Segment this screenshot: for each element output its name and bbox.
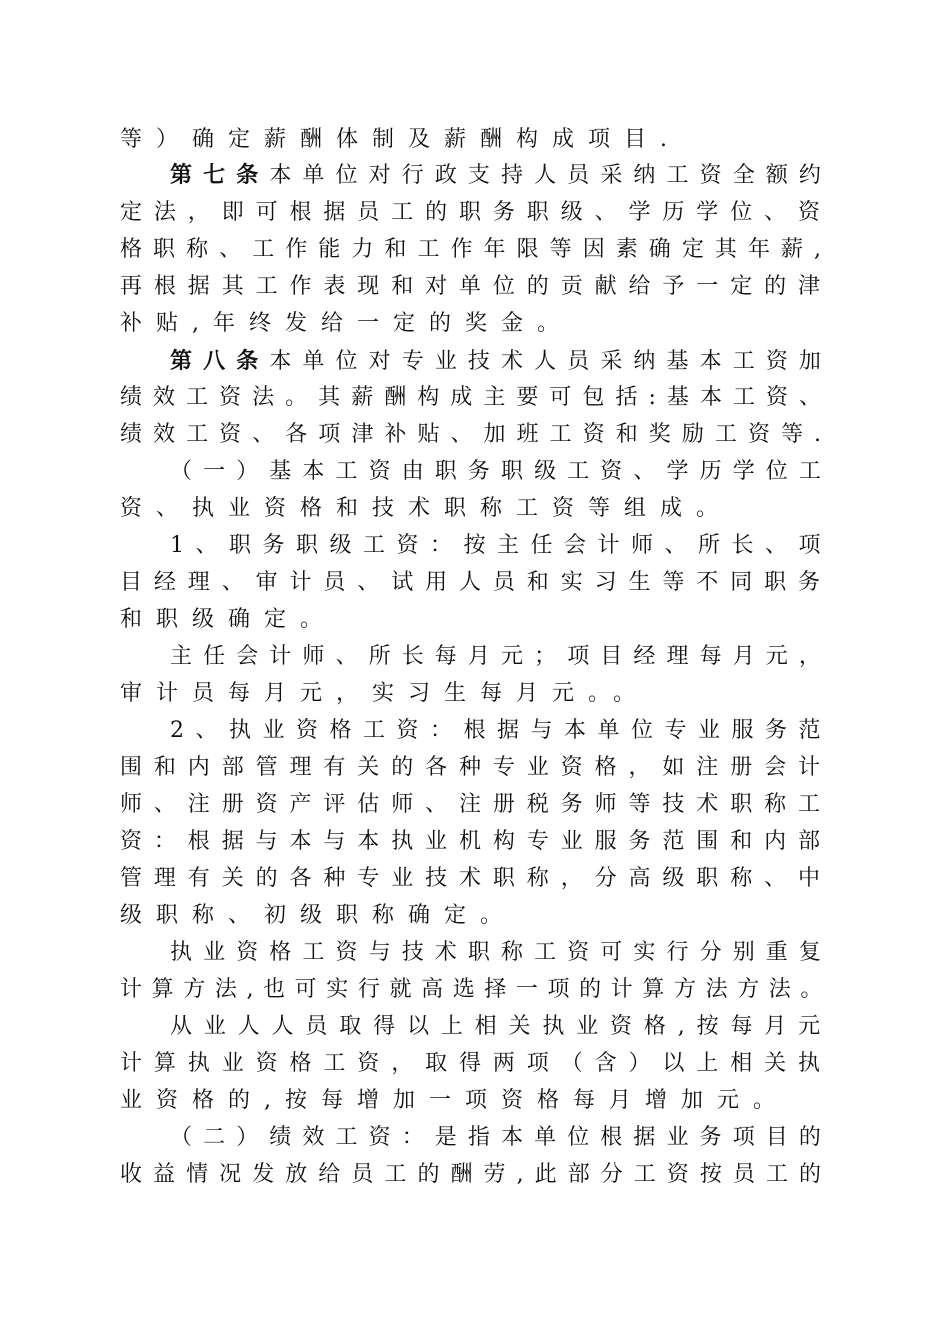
text-line — [120, 235, 832, 265]
text-line — [120, 975, 832, 1005]
line-text: 2、执业资格工资：根据与本单位专业服务范 — [170, 718, 832, 743]
line-text: 格职称、工作能力和工作年限等因素确定其年薪, — [120, 237, 833, 262]
text-line — [120, 309, 832, 339]
text-line — [120, 827, 832, 857]
text-line — [120, 1086, 832, 1116]
text-line — [120, 272, 832, 302]
line-text: 管理有关的各种专业技术职称，分高级职称、中 — [120, 866, 832, 891]
text-line — [170, 642, 832, 672]
line-text: 业资格的,按每增加一项资格每月增加元。 — [120, 1088, 789, 1113]
line-text: 目经理、审计员、试用人员和实习生等不同职务 — [120, 570, 832, 595]
line-text: 级职称、初级职称确定。 — [120, 903, 517, 928]
text-line — [120, 494, 832, 524]
article-heading: 第八条 — [170, 348, 270, 374]
line-text: 计算执业资格工资，取得两项（含）以上相关执 — [120, 1051, 832, 1076]
line-text: 本单位对专业技术人员采纳基本工资加 — [269, 349, 833, 374]
text-line — [120, 198, 832, 228]
text-line — [170, 938, 832, 968]
line-text: 本单位对行政支持人员采纳工资全额约 — [269, 163, 833, 188]
line-text: 和职级确定。 — [120, 607, 337, 632]
text-line — [120, 679, 832, 709]
text-line — [120, 1049, 832, 1079]
text-line — [120, 420, 832, 450]
line-text: （二）绩效工资：是指本单位根据业务项目的 — [170, 1125, 833, 1150]
text-line — [170, 457, 832, 487]
text-line — [170, 346, 832, 376]
text-line — [120, 568, 832, 598]
text-line — [170, 716, 832, 746]
line-text: 资：根据与本与本执业机构专业服务范围和内部 — [120, 829, 832, 854]
text-line — [170, 1123, 832, 1153]
text-line — [120, 901, 832, 931]
text-line — [120, 753, 832, 783]
line-text: 定法，即可根据员工的职务职级、学历学位、资 — [120, 200, 832, 225]
line-text: 绩效工资法。其薪酬构成主要可包括:基本工资、 — [120, 385, 833, 410]
line-text: 执业资格工资与技术职称工资可实行分别重复 — [170, 940, 833, 965]
text-line — [120, 864, 832, 894]
line-text: 从业人人员取得以上相关执业资格,按每月元 — [170, 1014, 832, 1039]
text-line — [120, 605, 832, 635]
line-text: 主任会计师、所长每月元；项目经理每月元， — [170, 644, 833, 669]
line-text: 收益情况发放给员工的酬劳,此部分工资按员工的 — [120, 1162, 833, 1187]
text-line — [120, 383, 832, 413]
line-text: 绩效工资、各项津补贴、加班工资和奖励工资等. — [120, 422, 833, 447]
text-line — [170, 531, 832, 561]
line-text: 围和内部管理有关的各种专业资格，如注册会计 — [120, 755, 832, 780]
article-heading: 第七条 — [170, 162, 270, 188]
line-text: 等）确定薪酬体制及薪酬构成项目. — [120, 127, 681, 152]
line-text: 再根据其工作表现和对单位的贡献给予一定的津 — [120, 274, 832, 299]
line-text: 师、注册资产评估师、注册税务师等技术职称工 — [120, 792, 832, 817]
text-line — [170, 160, 832, 190]
text-line — [120, 125, 832, 155]
line-text: 补贴,年终发给一定的奖金。 — [120, 311, 573, 336]
line-text: 计算方法,也可实行就高选择一项的计算方法方法。 — [120, 977, 833, 1002]
text-line — [170, 1012, 832, 1042]
line-text: （一）基本工资由职务职级工资、学历学位工 — [170, 459, 833, 484]
line-text: 1、职务职级工资：按主任会计师、所长、项 — [170, 533, 832, 558]
text-line — [120, 1160, 832, 1190]
text-line — [120, 790, 832, 820]
line-text: 审计员每月元，实习生每月元。。 — [120, 681, 650, 706]
line-text: 资、执业资格和技术职称工资等组成。 — [120, 496, 733, 521]
